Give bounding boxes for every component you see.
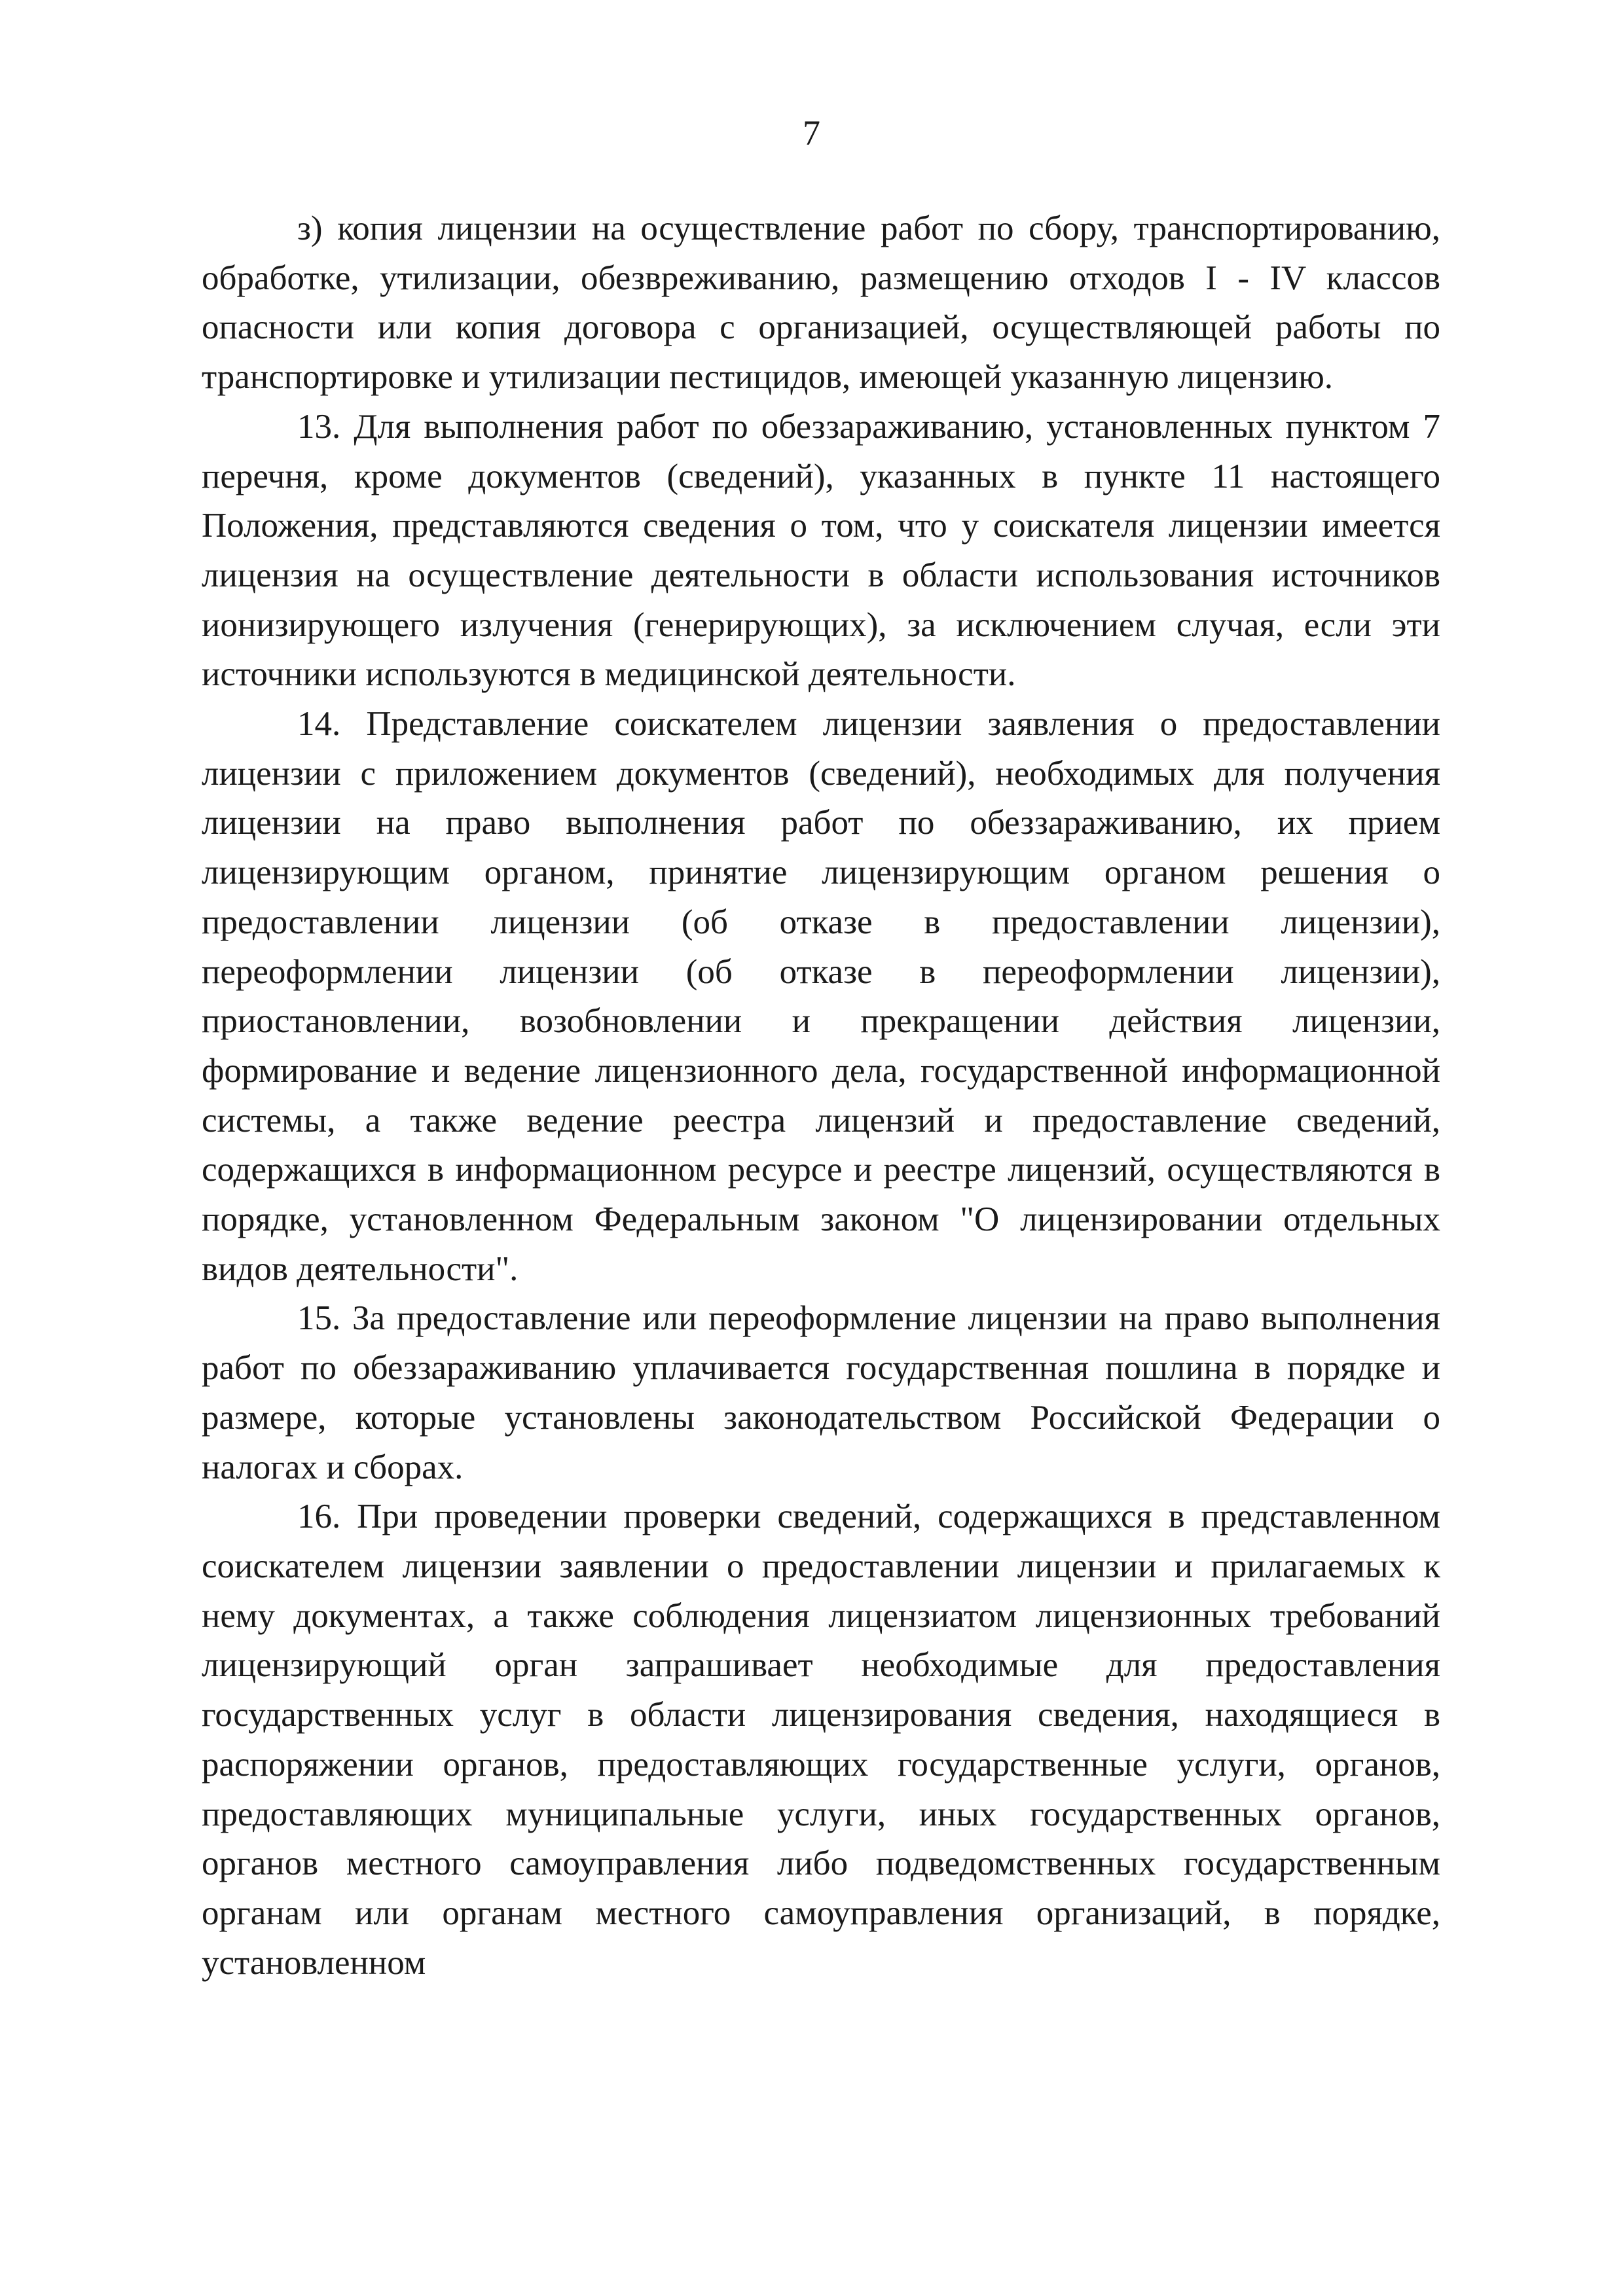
paragraph-15: 15. За предоставление или переоформление лицензии на право выполнения работ по обеззараживанию уплачивается государственная пошлина в порядке и размере, которые установлены законодательством Российской Федерации о налогах и сборах. xyxy=(202,1299,1440,1486)
paragraph-13: 13. Для выполнения работ по обеззараживанию, установленных пунктом 7 перечня, кроме документов (сведений), указанных в пункте 11 настоящего Положения, представляются сведения о том, что у соискателя лицензии имеется лицензия на осуществление деятельности в области использования источников ионизирующего излучения (генерирующих), за исключением случая, если эти источники используются в медицинской деятельности. xyxy=(202,407,1440,694)
paragraph-14: 14. Представление соискателем лицензии заявления о предоставлении лицензии с приложением документов (сведений), необходимых для получения лицензии на право выполнения работ по обеззараживанию, их прием лицензирующим органом, принятие лицензирующим органом решения о предоставлении лицензии (об отказе в предоставлении лицензии), переоформлении лицензии (об отказе в переоформлении лицензии), приостановлении, возобновлении и прекращении действия лицензии, формирование и ведение лицензионного дела, государственной информационной системы, а также ведение реестра лицензий и предоставление сведений, содержащихся в информационном ресурсе и реестре лицензий, осуществляются в порядке, установленном Федеральным законом "О лицензировании отдельных видов деятельности". xyxy=(202,705,1440,1288)
page-number: 7 xyxy=(803,113,820,152)
paragraph-16: 16. При проведении проверки сведений, содержащихся в представленном соискателем лицензии заявлении о предоставлении лицензии и прилагаемых к нему документах, а также соблюдения лицензиатом лицензионных требований лицензирующий орган запрашивает необходимые для предоставления государственных услуг в области лицензирования сведения, находящиеся в распоряжении органов, предоставляющих государственные услуги, органов, предоставляющих муниципальные услуги, иных государственных органов, органов местного самоуправления либо подведомственных государственным органам или органам местного самоуправления организаций, в порядке, установленном xyxy=(202,1498,1440,1982)
paragraph-item-z: з) копия лицензии на осуществление работ по сбору, транспортированию, обработке, утилизации, обезвреживанию, размещению отходов I - IV классов опасности или копия договора с организацией, осуществляющей работы по транспортировке и утилизации пестицидов, имеющей указанную лицензию. xyxy=(202,209,1440,397)
document-body xyxy=(202,204,1440,1988)
